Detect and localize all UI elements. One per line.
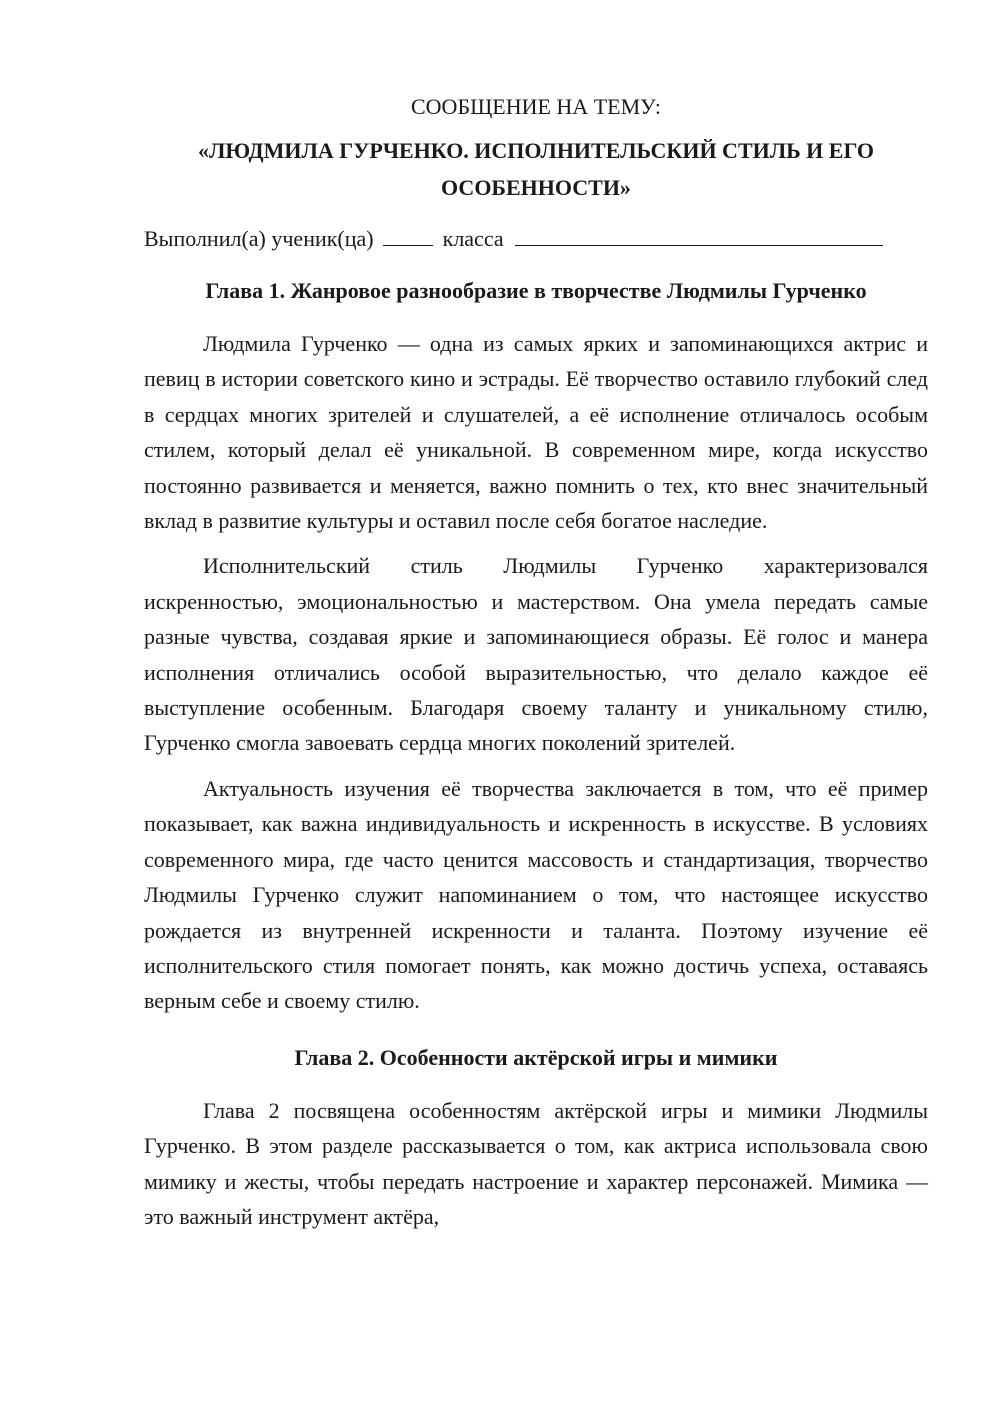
chapter-1-paragraph: Людмила Гурченко — одна из самых ярких и запоминающихся актрис и певиц в истории советского кино и эстрады. Её творчество оставило глубокий след в сердцах многих зрителей и слушателей, а её исполнение отличалось особым стилем, который делал её уникальной. В современном мире, когда искусство постоянно развивается и меняется, важно помнить о тех, кто внес значительный вклад в развитие культуры и оставил после себя богатое наследие. (144, 331, 928, 534)
chapter-1-heading: Глава 1. Жанровое разнообразие в творчестве Людмилы Гурченко (205, 278, 867, 303)
grade-blank (383, 227, 433, 246)
chapter-1-paragraph: Актуальность изучения её творчества заключается в том, что её пример показывает, как важна индивидуальность и искренность в искусстве. В условиях современного мира, где часто ценится массовость и стандартизация, творчество Людмилы Гурченко служит напоминанием о том, что настоящее искусство рождается из внутренней искренности и таланта. Поэтому изучение её исполнительского стиля помогает понять, как можно достичь успеха, оставаясь верным себе и своему стилю. (144, 775, 928, 1014)
document-page (144, 92, 928, 1244)
signature-middle: класса (442, 226, 504, 251)
chapter-2-paragraph: Глава 2 посвящена особенностям актёрской игры и мимики Людмилы Гурченко. В этом разделе рассказывается о том, как актриса использовала свою мимику и жесты, чтобы передать настроение и характер персонажей. Мимика — это важный инструмент актёра, (144, 1097, 928, 1229)
signature-prefix: Выполнил(а) ученик(ца) (144, 226, 374, 251)
document-title: «ЛЮДМИЛА ГУРЧЕНКО. ИСПОЛНИТЕЛЬСКИЙ СТИЛЬ И ЕГО ОСОБЕННОСТИ» (197, 138, 875, 200)
class-blank (515, 227, 883, 246)
chapter-2-heading: Глава 2. Особенности актёрской игры и мимики (294, 1044, 778, 1070)
document-label: СООБЩЕНИЕ НА ТЕМУ: (411, 94, 661, 119)
chapter-1-paragraph: Исполнительский стиль Людмилы Гурченко характеризовался искренностью, эмоциональностью и мастерством. Она умела передать самые разные чувства, создавая яркие и запоминающиеся образы. Её голос и манера исполнения отличались особой выразительностью, что делало каждое её выступление особенным. Благодаря своему таланту и уникальному стилю, Гурченко смогла завоевать сердца многих поколений зрителей. (144, 553, 928, 756)
signature-line (144, 224, 928, 254)
